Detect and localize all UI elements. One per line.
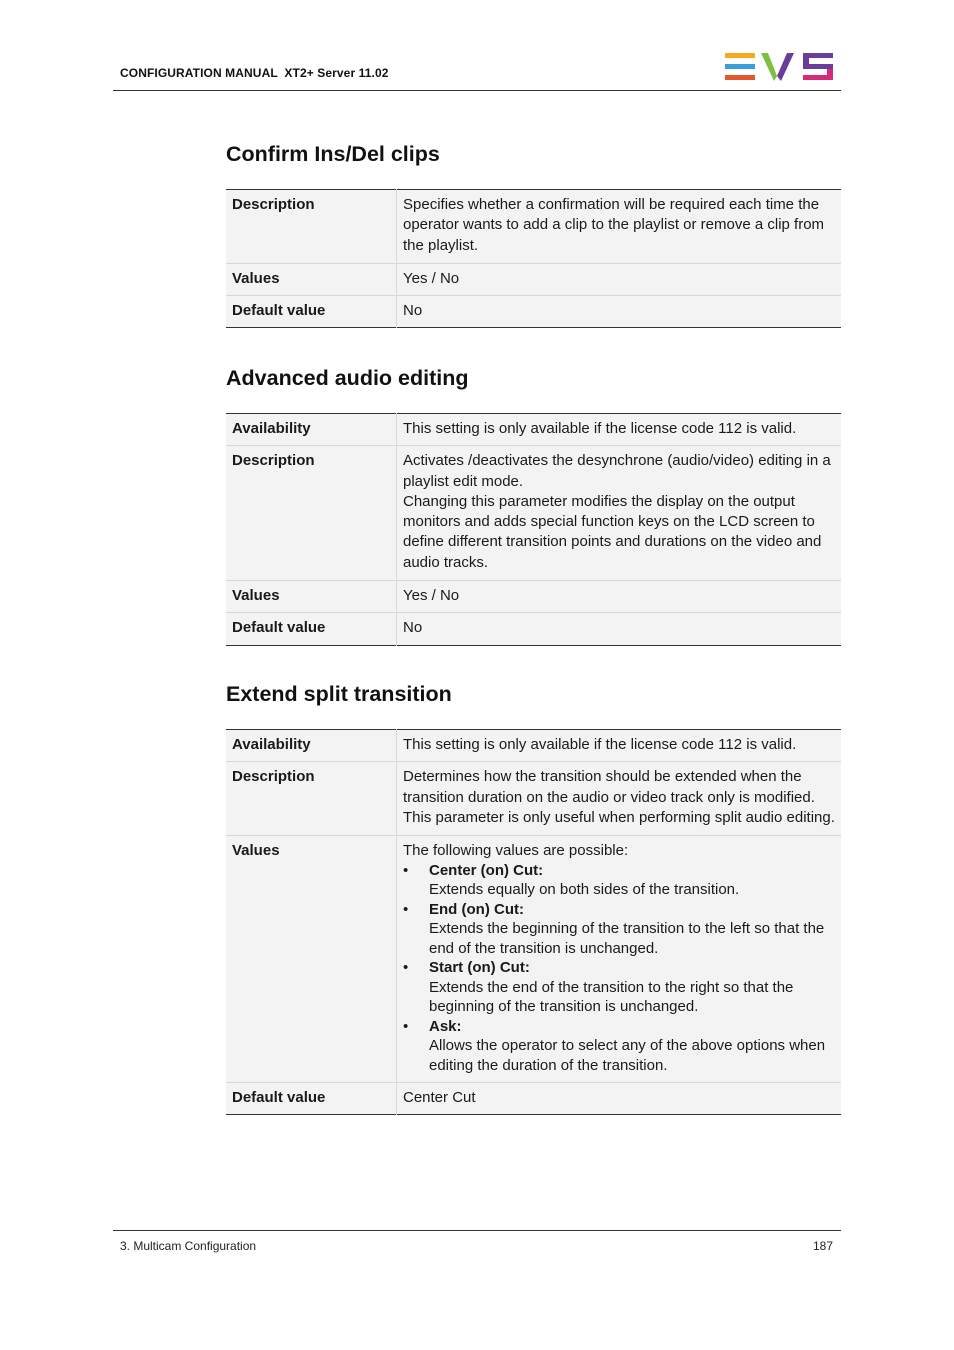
table-row [226,1083,841,1115]
list-item [403,861,835,900]
row-key: Availability [226,730,397,762]
row-value: This setting is only available if the license code 112 is valid. [397,414,842,446]
row-key: Description [226,190,397,264]
row-value: This setting is only available if the license code 112 is valid. [397,730,842,762]
option-name: Start (on) Cut: [429,959,530,977]
section-title-confirm-ins-del: Confirm Ins/Del clips [226,142,440,166]
bullet: • [403,959,409,977]
evs-logo-icon [725,52,835,84]
table-row [226,730,841,762]
table-row [226,581,841,613]
table-row [226,263,841,295]
row-key: Values [226,836,397,1083]
advanced-audio-editing-table [226,413,841,646]
bullet: • [403,861,409,879]
table-row [226,613,841,645]
option-name: Ask: [429,1017,462,1035]
section-title-extend-split-transition: Extend split transition [226,682,452,706]
row-value: No [397,296,842,328]
value-options-list [403,861,835,1076]
table-row [226,414,841,446]
row-value: Specifies whether a confirmation will be required each time the operator wants to add a clip to the playlist or remove a clip from the playlist. [397,190,842,264]
row-key: Availability [226,414,397,446]
row-key: Description [226,446,397,581]
row-key: Values [226,263,397,295]
page-number: 187 [812,1239,833,1253]
manual-title: CONFIGURATION MANUAL XT2+ Server 11.02 [120,66,389,80]
row-value: No [397,613,842,645]
row-value: Center Cut [397,1083,842,1115]
extend-split-transition-table [226,729,841,1115]
option-description: Extends the beginning of the transition to the left so that the end of the transition is unchanged. [429,920,825,957]
row-value [397,836,842,1083]
row-value: Yes / No [397,581,842,613]
list-item [403,958,835,1017]
option-name: End (on) Cut: [429,900,524,918]
bullet: • [403,900,409,918]
option-name: Center (on) Cut: [429,861,544,879]
table-row [226,446,841,581]
page-header [113,50,841,91]
table-row [226,296,841,328]
table-row [226,836,841,1083]
row-key: Default value [226,613,397,645]
row-key: Values [226,581,397,613]
row-value: Activates /deactivates the desynchrone (audio/video) editing in a playlist edit mode. Changing this parameter modifies the display on the output monitors and adds special function keys on the LCD screen to define different transition points and durations on the video and audio tracks. [397,446,842,581]
row-key: Default value [226,296,397,328]
option-description: Allows the operator to select any of the above options when editing the duration of the transition. [429,1037,826,1074]
row-key: Default value [226,1083,397,1115]
option-description: Extends the end of the transition to the right so that the beginning of the transition is unchanged. [429,978,794,1016]
table-row [226,762,841,836]
page-footer [113,1230,841,1253]
values-intro: The following values are possible: [403,842,629,860]
row-key: Description [226,762,397,836]
confirm-ins-del-table [226,189,841,328]
row-value: Determines how the transition should be extended when the transition duration on the audio or video track only is modified. This parameter is only useful when performing split audio editing. [397,762,842,836]
list-item [403,1017,835,1076]
table-row [226,190,841,264]
list-item [403,900,835,959]
option-description: Extends equally on both sides of the transition. [429,881,740,899]
chapter-label: 3. Multicam Configuration [120,1239,257,1253]
section-title-advanced-audio-editing: Advanced audio editing [226,366,469,390]
row-value: Yes / No [397,263,842,295]
bullet: • [403,1017,409,1035]
